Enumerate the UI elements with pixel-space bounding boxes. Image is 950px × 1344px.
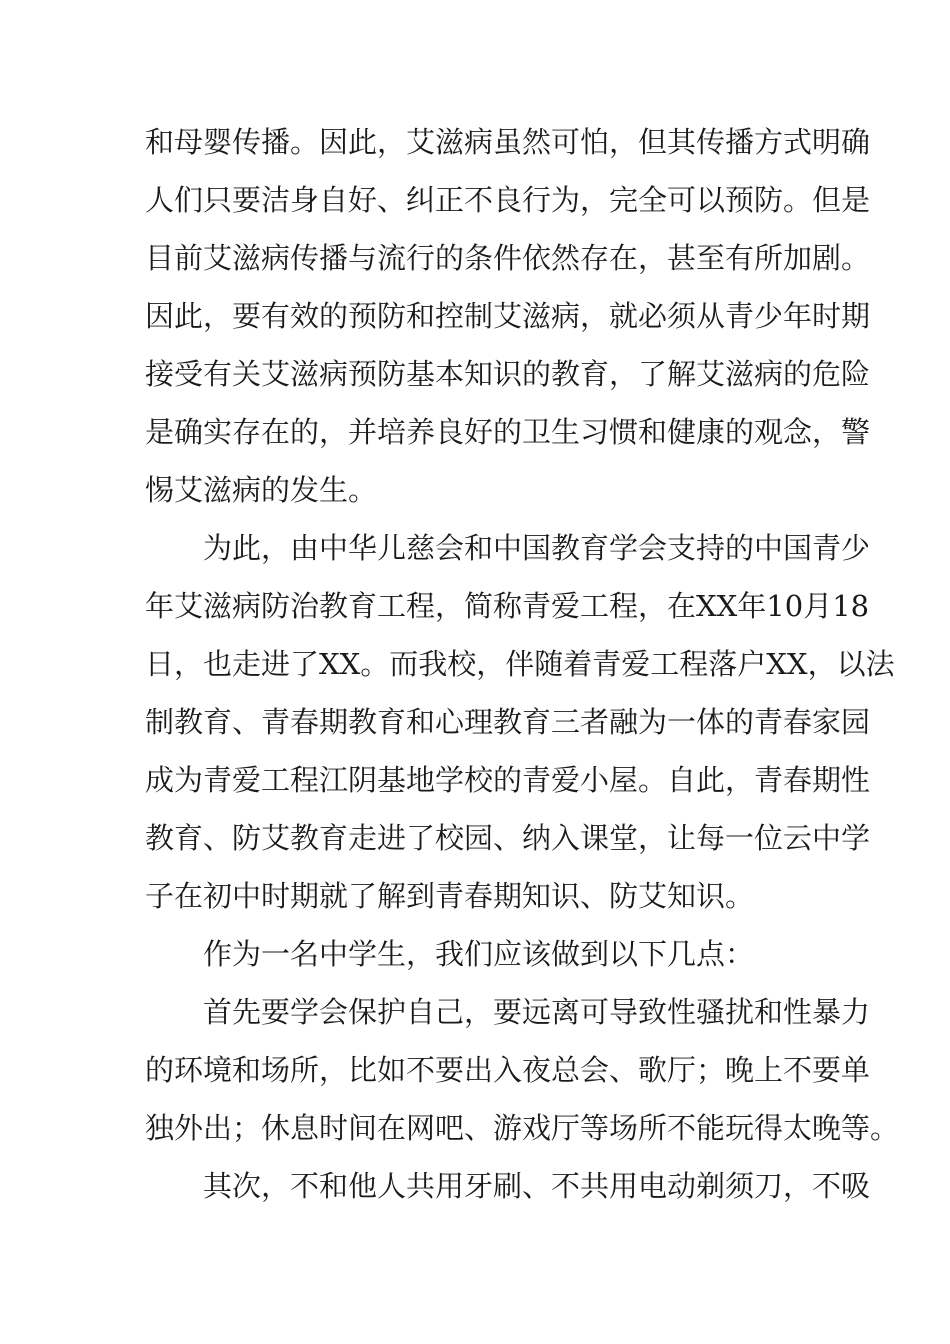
text-line: 独外出；休息时间在网吧、游戏厅等场所不能玩得太晚等。 bbox=[145, 1111, 900, 1145]
text-line: 因此，要有效的预防和控制艾滋病，就必须从青少年时期 bbox=[145, 299, 871, 333]
paragraph-start-line: 首先要学会保护自己，要远离可导致性骚扰和性暴力 bbox=[203, 995, 871, 1029]
text-line: 日，也走进了XX。而我校，伴随着青爱工程落户XX，以法 bbox=[145, 647, 895, 681]
text-line: 年艾滋病防治教育工程，简称青爱工程，在XX年10月18 bbox=[145, 589, 870, 623]
text-line: 接受有关艾滋病预防基本知识的教育，了解艾滋病的危险 bbox=[145, 357, 871, 391]
text-line: 的环境和场所，比如不要出入夜总会、歌厅；晚上不要单 bbox=[145, 1053, 871, 1087]
text-line: 目前艾滋病传播与流行的条件依然存在，甚至有所加剧。 bbox=[145, 241, 871, 275]
text-line: 惕艾滋病的发生。 bbox=[145, 473, 378, 507]
text-line: 人们只要洁身自好、纠正不良行为，完全可以预防。但是 bbox=[145, 183, 871, 217]
document-body bbox=[145, 113, 900, 1215]
text-line: 制教育、青春期教育和心理教育三者融为一体的青春家园 bbox=[145, 705, 871, 739]
text-line: 和母婴传播。因此，艾滋病虽然可怕，但其传播方式明确 bbox=[145, 125, 871, 159]
paragraph-start-line: 作为一名中学生，我们应该做到以下几点： bbox=[203, 937, 755, 971]
text-line: 子在初中时期就了解到青春期知识、防艾知识。 bbox=[145, 879, 755, 913]
text-line: 教育、防艾教育走进了校园、纳入课堂，让每一位云中学 bbox=[145, 821, 871, 855]
text-line: 是确实存在的，并培养良好的卫生习惯和健康的观念，警 bbox=[145, 415, 871, 449]
paragraph-start-line: 其次，不和他人共用牙刷、不共用电动剃须刀，不吸 bbox=[203, 1169, 871, 1203]
paragraph-start-line: 为此，由中华儿慈会和中国教育学会支持的中国青少 bbox=[203, 531, 871, 565]
text-line: 成为青爱工程江阴基地学校的青爱小屋。自此，青春期性 bbox=[145, 763, 871, 797]
